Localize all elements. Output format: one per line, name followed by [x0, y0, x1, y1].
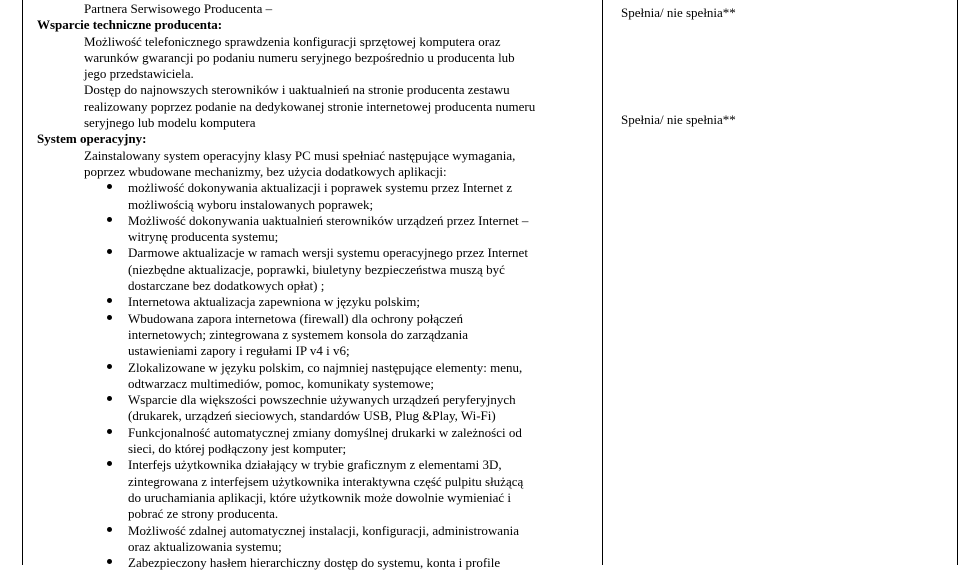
list-item: Zlokalizowane w języku polskim, co najmniej następujące elementy: menu, odtwarzacz multimediów, pomoc, komunikaty systemowe;	[37, 360, 597, 393]
list-item: Internetowa aktualizacja zapewniona w języku polskim;	[37, 294, 597, 310]
bullet-icon	[107, 559, 112, 564]
bullet-icon	[107, 298, 112, 303]
bullet-icon	[107, 429, 112, 434]
list-item: Interfejs użytkownika działający w trybie graficznym z elementami 3D, zintegrowana z interfejsem użytkownika interaktywna część pulpitu służącą do uruchamiania aplikacji, które użytkownik może dowolnie wymieniać i pobrać ze strony producenta.	[37, 457, 597, 522]
bullet-icon	[107, 396, 112, 401]
support-line: jego przedstawiciela.	[84, 66, 194, 82]
requirements-cell	[37, 0, 597, 571]
bullet-icon	[107, 249, 112, 254]
os-requirements-list	[37, 180, 597, 571]
compliance-status: Spełnia/ nie spełnia**	[621, 112, 736, 127]
list-item: Wbudowana zapora internetowa (firewall) dla ochrony połączeń internetowych; zintegrowana z systemem konsola do zarządzania ustawieniami zapory i regułami IP v4 i v6;	[37, 311, 597, 360]
drivers-line: realizowany poprzez podanie na dedykowanej stronie internetowej producenta numeru	[84, 98, 536, 114]
list-item: Możliwość dokonywania uaktualnień sterowników urządzeń przez Internet – witrynę producenta systemu;	[37, 213, 597, 246]
drivers-line: seryjnego lub modelu komputera	[84, 115, 256, 131]
list-item: Zabezpieczony hasłem hierarchiczny dostęp do systemu, konta i profile	[37, 555, 597, 571]
drivers-line: Dostęp do najnowszych sterowników i uaktualnień na stronie producenta zestawu	[84, 82, 510, 98]
bullet-icon	[107, 184, 112, 189]
partner-line: Partnera Serwisowego Producenta –	[84, 1, 273, 16]
support-line: Możliwość telefonicznego sprawdzenia konfiguracji sprzętowej komputera oraz	[84, 33, 501, 49]
bullet-icon	[107, 527, 112, 532]
list-item: możliwość dokonywania aktualizacji i poprawek systemu przez Internet z możliwością wyboru instalowanych poprawek;	[37, 180, 597, 213]
os-intro-line: poprzez wbudowane mechanizmy, bez użycia dodatkowych aplikacji:	[84, 163, 447, 179]
compliance-status: Spełnia/ nie spełnia**	[621, 5, 736, 20]
bullet-icon	[107, 461, 112, 466]
bullet-icon	[107, 217, 112, 222]
support-heading: Wsparcie techniczne producenta:	[37, 17, 223, 33]
table-border-left	[22, 0, 23, 565]
list-item: Możliwość zdalnej automatycznej instalacji, konfiguracji, administrowania oraz aktualizowania systemu;	[37, 523, 597, 556]
table-border-middle	[602, 0, 603, 565]
list-item: Funkcjonalność automatycznej zmiany domyślnej drukarki w zależności od sieci, do której podłączony jest komputer;	[37, 425, 597, 458]
os-heading: System operacyjny:	[37, 131, 147, 147]
bullet-icon	[107, 364, 112, 369]
table-border-right	[957, 0, 958, 565]
bullet-icon	[107, 315, 112, 320]
list-item: Darmowe aktualizacje w ramach wersji systemu operacyjnego przez Internet (niezbędne aktualizacje, poprawki, biuletyny bezpieczeństwa muszą być dostarczane bez dodatkowych opłat) ;	[37, 245, 597, 294]
list-item: Wsparcie dla większości powszechnie używanych urządzeń peryferyjnych (drukarek, urządzeń sieciowych, standardów USB, Plug &Play, Wi-Fi)	[37, 392, 597, 425]
support-line: warunków gwarancji po podaniu numeru seryjnego bezpośrednio u producenta lub	[84, 49, 515, 65]
os-intro-line: Zainstalowany system operacyjny klasy PC musi spełniać następujące wymagania,	[84, 147, 516, 163]
